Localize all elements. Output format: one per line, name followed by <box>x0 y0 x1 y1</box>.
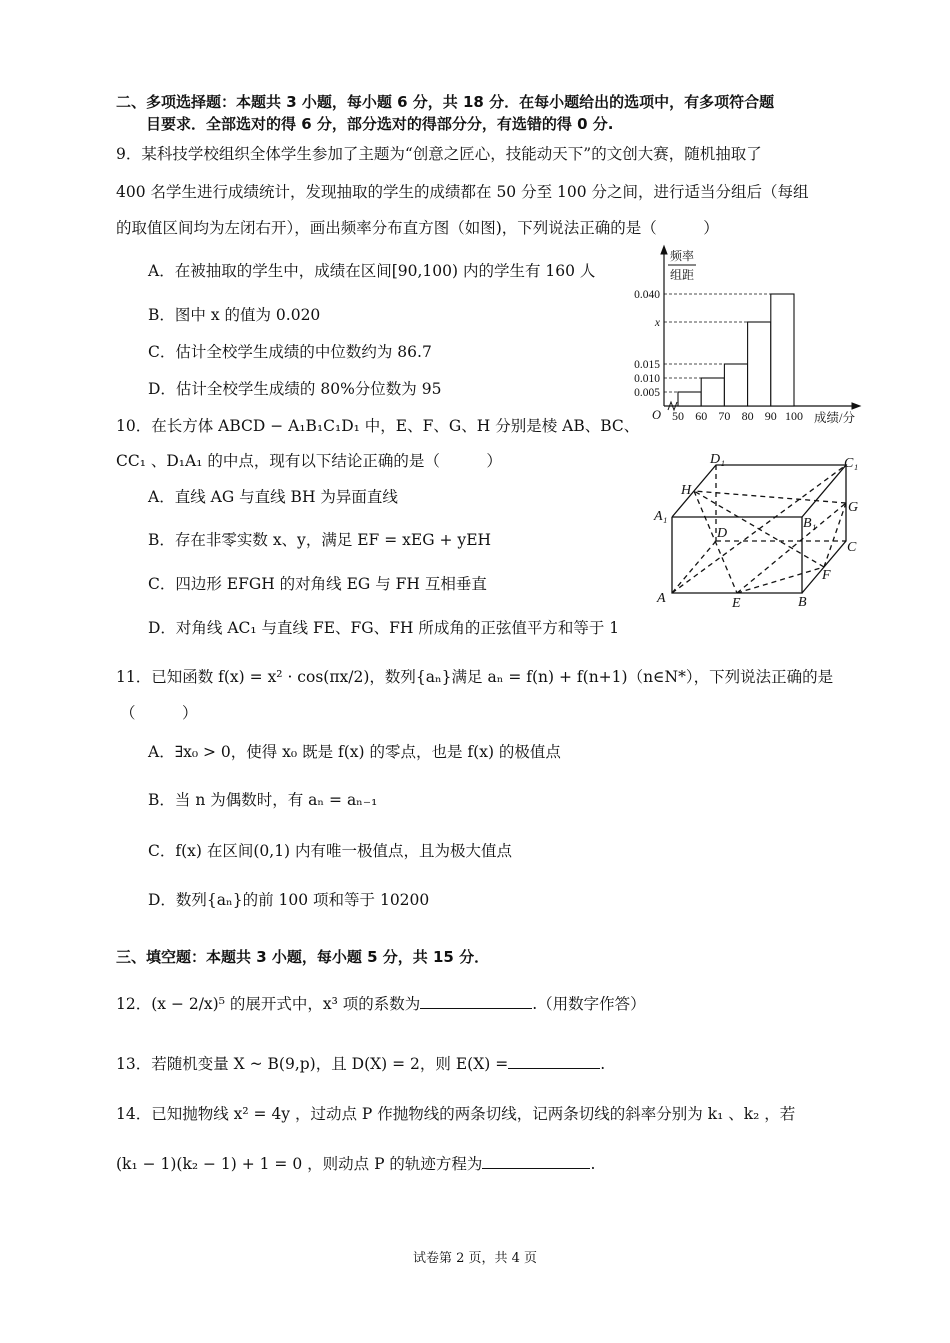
q13-text: 13．若随机变量 X ~ B(9,p)，且 D(X) = 2，则 E(X) = <box>116 1055 509 1073</box>
q13-line <box>116 1055 605 1074</box>
label-d: D <box>717 526 728 541</box>
y-tick-label: 0.015 <box>634 359 660 371</box>
hidden-edges <box>672 465 846 593</box>
origin-label: O <box>652 408 662 422</box>
label-h: H <box>681 483 692 498</box>
label-g: G <box>848 500 859 515</box>
q11-option-d: D．数列{aₙ}的前 100 项和等于 10200 <box>148 891 430 909</box>
x-axis-label: 成绩/分 <box>814 411 855 425</box>
histogram-bar <box>771 294 794 406</box>
section2-heading-line2: 目要求．全部选对的得 6 分，部分选对的得部分分，有选错的得 0 分. <box>146 115 614 133</box>
label-c: C <box>847 540 857 555</box>
q14-stem-line1: 14．已知抛物线 x² = 4y ，过动点 P 作抛物线的两条切线，记两条切线的斜率分别为 k₁ 、k₂ ，若 <box>116 1105 796 1123</box>
q9-option-d: D．估计全校学生成绩的 80%分位数为 95 <box>148 380 442 398</box>
section3-heading: 三、填空题：本题共 3 小题，每小题 5 分，共 15 分． <box>116 948 490 966</box>
y-axis-label-bottom: 组距 <box>669 268 695 282</box>
q13-suffix: . <box>600 1055 606 1073</box>
q9-stem-line1: 9．某科技学校组织全体学生参加了主题为“创意之匠心，技能动天下”的文创大赛，随机抽取了 <box>116 145 762 163</box>
q12-suffix: .（用数字作答） <box>532 995 646 1013</box>
q9-stem-line2: 400 名学生进行成绩统计，发现抽取的学生的成绩都在 50 分至 100 分之间，进行适当分组后（每组 <box>116 183 809 201</box>
q14-answer-blank[interactable] <box>482 1167 590 1169</box>
y-axis-label-top: 频率 <box>669 249 695 263</box>
q10-stem-line2: CC₁ 、D₁A₁ 的中点，现有以下结论正确的是（ ） <box>116 452 502 470</box>
x-tick-label: 70 <box>718 409 731 423</box>
histogram-bar <box>748 322 771 406</box>
x-tick-label: 80 <box>741 409 754 423</box>
q9-option-b: B．图中 x 的值为 0.020 <box>148 306 321 324</box>
histogram-bar <box>701 378 724 406</box>
q11-option-b: B．当 n 为偶数时，有 aₙ = aₙ₋₁ <box>148 791 378 809</box>
x-tick-label: 50 <box>672 409 684 423</box>
label-b: B <box>798 595 807 610</box>
x-tick-label: 100 <box>785 409 803 423</box>
q14-suffix: . <box>590 1155 596 1173</box>
label-c1: C₁ <box>844 456 859 471</box>
q11-stem-line2: （ ） <box>120 704 198 722</box>
page-footer: 试卷第 2 页，共 4 页 <box>412 1251 538 1266</box>
q10-option-b: B．存在非零实数 x、y，满足 EF = xEG + yEH <box>148 531 492 549</box>
q12-text: 12．(x − 2/x)⁵ 的展开式中，x³ 项的系数为 <box>116 995 421 1013</box>
q12-answer-blank[interactable] <box>420 1007 532 1009</box>
label-f: F <box>822 568 831 583</box>
section2-heading-line1: 二、多项选择题：本题共 3 小题，每小题 6 分，共 18 分．在每小题给出的选项中，有多项符合题 <box>116 93 775 111</box>
label-a: A <box>657 591 666 606</box>
label-b1: B₁ <box>803 516 817 531</box>
y-tick-label: 0.010 <box>634 373 660 385</box>
q11-stem-line1: 11．已知函数 f(x) = x² · cos(πx/2)，数列{aₙ}满足 aₙ = f(n) + f(n+1)（n∈N*），下列说法正确的是 <box>116 668 834 686</box>
q13-answer-blank[interactable] <box>508 1067 600 1069</box>
y-axis-arrow <box>661 246 667 254</box>
label-d1: D₁ <box>710 452 725 467</box>
frequency-histogram <box>612 244 872 426</box>
q9-stem-line3: 的取值区间均为左闭右开），画出频率分布直方图（如图)，下列说法正确的是（ ） <box>116 219 719 237</box>
x-tick-label: 90 <box>764 409 777 423</box>
y-tick-label: x <box>654 317 660 329</box>
x-axis-arrow <box>852 403 860 409</box>
q14-line2 <box>116 1155 595 1174</box>
histogram-bar <box>678 392 701 406</box>
cuboid-figure <box>650 445 870 615</box>
label-a1: A₁ <box>654 509 668 524</box>
y-tick-label: 0.005 <box>634 387 660 399</box>
q10-option-c: C．四边形 EFGH 的对角线 EG 与 FH 互相垂直 <box>148 575 487 593</box>
q11-option-a: A．∃x₀ > 0，使得 x₀ 既是 f(x) 的零点，也是 f(x) 的极值点 <box>148 743 561 761</box>
y-tick-label: 0.040 <box>634 289 660 301</box>
q10-option-a: A．直线 AG 与直线 BH 为异面直线 <box>148 488 398 506</box>
q9-option-a: A．在被抽取的学生中，成绩在区间[90,100) 内的学生有 160 人 <box>148 262 596 280</box>
q12-line <box>116 995 646 1014</box>
q9-option-c: C．估计全校学生成绩的中位数约为 86.7 <box>148 343 432 361</box>
q10-stem-line1: 10．在长方体 ABCD − A₁B₁C₁D₁ 中，E、F、G、H 分别是棱 AB、BC、 <box>116 417 640 435</box>
q10-option-d: D．对角线 AC₁ 与直线 FE、FG、FH 所成角的正弦值平方和等于 1 <box>148 619 620 637</box>
x-tick-label: 60 <box>695 409 708 423</box>
front-face <box>672 517 802 593</box>
histogram-bar <box>724 364 747 406</box>
label-e: E <box>732 596 741 611</box>
q11-option-c: C．f(x) 在区间(0,1) 内有唯一极值点，且为极大值点 <box>148 842 513 860</box>
q14-text: (k₁ − 1)(k₂ − 1) + 1 = 0 ，则动点 P 的轨迹方程为 <box>116 1155 483 1173</box>
